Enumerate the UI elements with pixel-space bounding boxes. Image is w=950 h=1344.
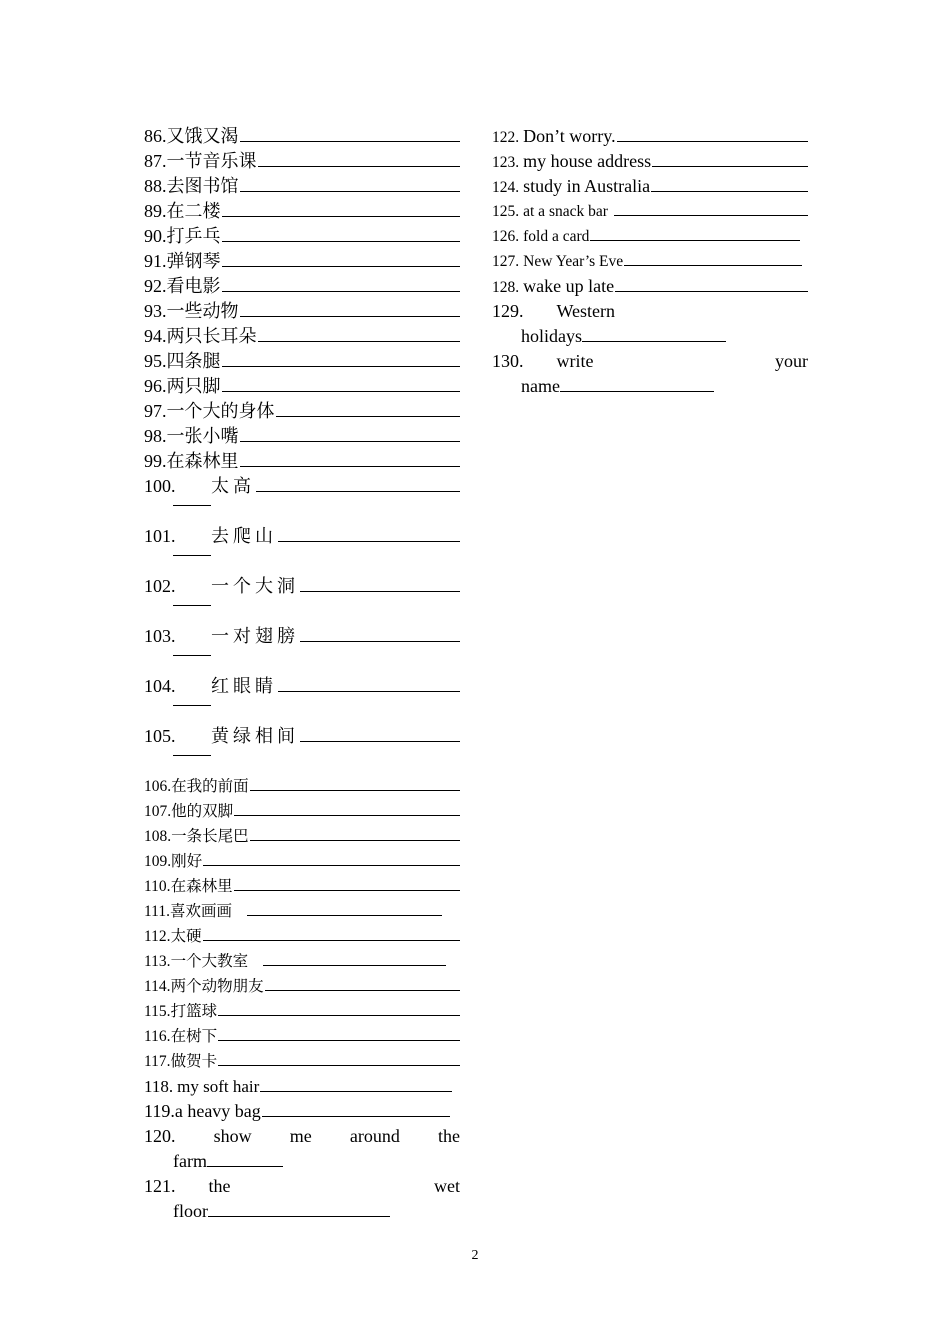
item-number: 101.: [144, 526, 176, 546]
list-item: [144, 949, 460, 974]
item-number: 103.: [144, 626, 176, 646]
answer-blank[interactable]: [208, 1199, 390, 1217]
list-item: [144, 574, 460, 624]
item-word: around: [349, 1126, 400, 1146]
item-text: 他的双脚: [171, 803, 234, 820]
item-text: 在树下: [170, 1028, 218, 1045]
list-item: [144, 399, 460, 424]
item-number: 107.: [144, 803, 172, 820]
item-number: 95.: [144, 351, 167, 371]
list-item: [144, 374, 460, 399]
answer-blank[interactable]: [250, 825, 460, 841]
answer-blank-continuation[interactable]: [173, 705, 211, 706]
item-text: 看电影: [166, 276, 221, 296]
item-text: 一个大洞: [211, 576, 299, 596]
item-number: 88.: [144, 176, 167, 196]
answer-blank[interactable]: [582, 324, 726, 342]
list-item: [144, 449, 460, 474]
answer-blank[interactable]: [265, 975, 460, 991]
item-number: 120.: [144, 1126, 176, 1146]
item-number: 110.: [144, 878, 171, 895]
answer-blank[interactable]: [247, 900, 442, 916]
list-item: [144, 849, 460, 874]
answer-blank[interactable]: [222, 374, 461, 392]
item-text: 一个大教室: [170, 953, 249, 970]
item-number: 115.: [144, 1003, 171, 1020]
item-text: 一个大的身体: [166, 401, 275, 421]
item-number: 108.: [144, 828, 172, 845]
item-text: 黄绿相间: [211, 726, 299, 746]
item-text: 打篮球: [170, 1003, 218, 1020]
answer-blank[interactable]: [256, 474, 460, 492]
item-number: 98.: [144, 426, 167, 446]
answer-blank[interactable]: [240, 124, 461, 142]
item-number: 125.: [492, 203, 520, 220]
item-number: 118.: [144, 1077, 174, 1096]
item-number: 112.: [144, 928, 171, 945]
item-text: 在二楼: [166, 201, 221, 221]
item-word: your: [775, 351, 808, 371]
list-item: [144, 1049, 460, 1074]
item-word: holidays: [521, 326, 582, 346]
answer-blank[interactable]: [624, 250, 802, 266]
item-text: Don’t worry.: [523, 126, 616, 146]
answer-blank[interactable]: [240, 424, 461, 442]
list-item: [144, 799, 460, 824]
item-number: 86.: [144, 126, 167, 146]
answer-blank[interactable]: [234, 875, 460, 891]
answer-blank[interactable]: [203, 925, 460, 941]
answer-blank[interactable]: [263, 950, 446, 966]
item-number: 113.: [144, 953, 171, 970]
item-number: 102.: [144, 576, 176, 596]
answer-blank[interactable]: [614, 200, 808, 216]
item-number: 97.: [144, 401, 167, 421]
right-column: [492, 124, 808, 399]
item-number: 91.: [144, 251, 167, 271]
list-item: [144, 424, 460, 449]
item-number: 130.: [492, 351, 524, 371]
answer-blank[interactable]: [207, 1149, 283, 1167]
list-item: [492, 174, 808, 199]
item-text: 去爬山: [211, 526, 277, 546]
item-text: fold a card: [523, 228, 590, 245]
item-text: my house address: [523, 151, 652, 171]
answer-blank[interactable]: [234, 800, 460, 816]
answer-blank[interactable]: [240, 449, 461, 467]
item-text: 一些动物: [166, 301, 239, 321]
list-item: [144, 349, 460, 374]
answer-blank[interactable]: [222, 249, 461, 267]
item-text: New Year’s Eve: [523, 253, 624, 270]
item-number: 116.: [144, 1028, 171, 1045]
item-text: 两只长耳朵: [166, 326, 257, 346]
item-number: 92.: [144, 276, 167, 296]
list-item: [144, 1099, 460, 1124]
item-word: write: [556, 351, 594, 371]
list-item: [144, 224, 460, 249]
answer-blank[interactable]: [651, 174, 808, 192]
item-text: 红眼睛: [211, 676, 277, 696]
item-text: 一节音乐课: [166, 151, 257, 171]
item-text: 又饿又渴: [166, 126, 239, 146]
item-word: Western: [556, 301, 616, 321]
item-text: 两只脚: [166, 376, 221, 396]
list-item: [144, 1074, 460, 1099]
list-item: [492, 149, 808, 174]
answer-blank[interactable]: [262, 1099, 450, 1117]
item-text: 两个动物朋友: [170, 978, 264, 995]
answer-blank[interactable]: [300, 574, 460, 592]
list-item: [144, 874, 460, 899]
item-text: study in Australia: [523, 176, 651, 196]
item-text: 在森林里: [166, 451, 239, 471]
answer-blank[interactable]: [276, 399, 461, 417]
item-number: 128.: [492, 279, 520, 296]
item-text: 太硬: [170, 928, 202, 945]
answer-blank-continuation[interactable]: [173, 755, 211, 756]
list-item: [144, 249, 460, 274]
list-item: [492, 349, 808, 399]
list-item: [144, 299, 460, 324]
list-item: [144, 824, 460, 849]
item-word: wet: [434, 1176, 460, 1196]
item-word: the: [438, 1126, 460, 1146]
list-item: [492, 224, 808, 249]
item-text: 一对翅膀: [211, 626, 299, 646]
list-item: [144, 524, 460, 574]
list-item: [144, 1124, 460, 1174]
list-item: [144, 899, 460, 924]
answer-blank[interactable]: [218, 1025, 460, 1041]
answer-blank[interactable]: [652, 149, 808, 167]
answer-blank[interactable]: [250, 775, 460, 791]
list-item: [492, 299, 808, 349]
item-number: 94.: [144, 326, 167, 346]
answer-blank[interactable]: [240, 299, 461, 317]
answer-blank[interactable]: [258, 149, 461, 167]
list-item: [492, 124, 808, 149]
item-text: 喜欢画画: [169, 903, 232, 920]
item-word: floor: [173, 1201, 208, 1221]
item-number: 123.: [492, 154, 520, 171]
item-text: a heavy bag: [174, 1101, 261, 1121]
answer-blank-continuation[interactable]: [173, 655, 211, 656]
item-number: 117.: [144, 1053, 171, 1070]
item-number: 106.: [144, 778, 172, 795]
answer-blank-continuation[interactable]: [173, 605, 211, 606]
answer-blank[interactable]: [222, 199, 461, 217]
item-word: name: [521, 376, 560, 396]
answer-blank[interactable]: [615, 274, 808, 292]
list-item: [144, 324, 460, 349]
item-number: 121.: [144, 1176, 176, 1196]
list-item: [144, 199, 460, 224]
list-item: [144, 924, 460, 949]
item-text: 一张小嘴: [166, 426, 239, 446]
answer-blank[interactable]: [258, 324, 461, 342]
item-number: 109.: [144, 853, 172, 870]
list-item: [492, 274, 808, 299]
item-text: 弹钢琴: [166, 251, 221, 271]
answer-blank[interactable]: [590, 225, 800, 241]
item-text: 在森林里: [170, 878, 233, 895]
answer-blank[interactable]: [278, 674, 460, 692]
answer-blank[interactable]: [222, 224, 461, 242]
item-number: 122.: [492, 129, 520, 146]
list-item: [144, 674, 460, 724]
answer-blank[interactable]: [218, 1000, 460, 1016]
item-number: 89.: [144, 201, 167, 221]
item-text: my soft hair: [177, 1077, 260, 1096]
item-text: 在我的前面: [171, 778, 249, 795]
answer-blank[interactable]: [222, 349, 461, 367]
list-item: [144, 999, 460, 1024]
item-text: 去图书馆: [166, 176, 239, 196]
list-item: [144, 274, 460, 299]
answer-blank-continuation[interactable]: [173, 555, 211, 556]
item-text: 打乒乓: [166, 226, 221, 246]
list-item: [144, 149, 460, 174]
answer-blank[interactable]: [203, 850, 460, 866]
list-item: [144, 624, 460, 674]
item-text: 太高: [211, 476, 255, 496]
answer-blank[interactable]: [218, 1050, 460, 1066]
answer-blank[interactable]: [278, 524, 460, 542]
item-number: 99.: [144, 451, 167, 471]
answer-blank-continuation[interactable]: [173, 505, 211, 506]
item-word: me: [289, 1126, 312, 1146]
item-text: 一条长尾巴: [171, 828, 249, 845]
item-text: wake up late: [523, 276, 615, 296]
item-word: farm: [173, 1151, 207, 1171]
answer-blank[interactable]: [300, 624, 460, 642]
list-item: [144, 774, 460, 799]
item-number: 114.: [144, 978, 171, 995]
item-text: 刚好: [171, 853, 203, 870]
list-item: [144, 174, 460, 199]
list-item: [144, 124, 460, 149]
list-item: [492, 199, 808, 224]
list-item: [144, 724, 460, 774]
item-number: 93.: [144, 301, 167, 321]
item-number: 87.: [144, 151, 167, 171]
item-number: 111.: [144, 903, 170, 920]
item-text: 四条腿: [166, 351, 221, 371]
list-item: [144, 974, 460, 999]
answer-blank[interactable]: [560, 374, 714, 392]
answer-blank[interactable]: [300, 724, 460, 742]
item-number: 100.: [144, 476, 176, 496]
item-number: 119.: [144, 1101, 175, 1121]
page-number: 2: [471, 1248, 479, 1263]
item-number: 90.: [144, 226, 167, 246]
answer-blank[interactable]: [222, 274, 461, 292]
item-number: 105.: [144, 726, 176, 746]
item-text: at a snack bar: [523, 203, 608, 220]
answer-blank[interactable]: [260, 1076, 452, 1092]
left-column: [144, 124, 460, 1224]
answer-blank[interactable]: [240, 174, 461, 192]
list-item: [492, 249, 808, 274]
item-number: 126.: [492, 228, 520, 245]
item-word: the: [208, 1176, 231, 1196]
item-number: 104.: [144, 676, 176, 696]
list-item: [144, 1024, 460, 1049]
item-number: 124.: [492, 179, 520, 196]
answer-blank[interactable]: [617, 124, 808, 142]
list-item: [144, 474, 460, 524]
item-number: 127.: [492, 253, 520, 270]
item-text: 做贺卡: [170, 1053, 218, 1070]
item-number: 96.: [144, 376, 167, 396]
item-word: show: [213, 1126, 252, 1146]
item-number: 129.: [492, 301, 524, 321]
list-item: [144, 1174, 460, 1224]
